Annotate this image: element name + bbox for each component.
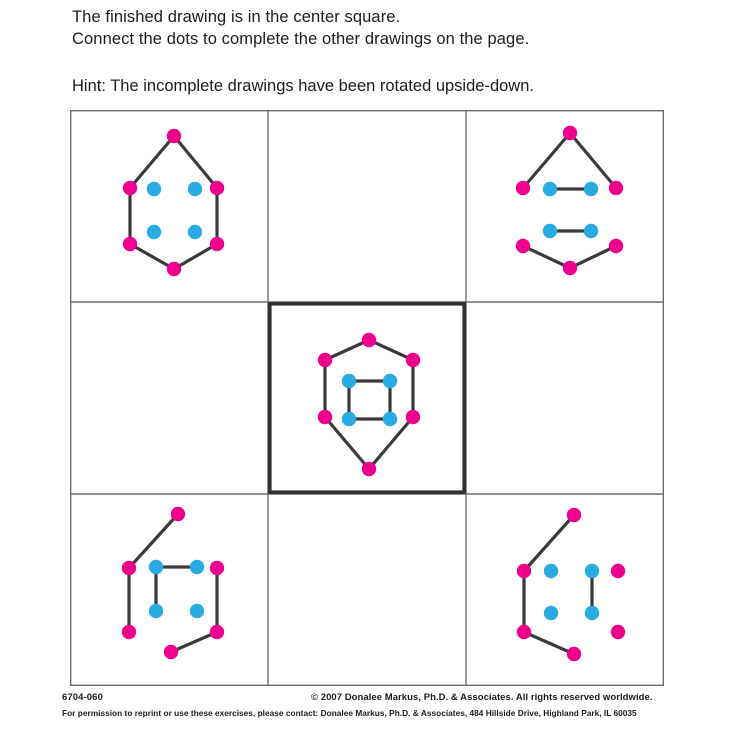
blue-dot[interactable] (543, 224, 557, 238)
instruction-line-1: The finished drawing is in the center square. (72, 8, 401, 26)
blue-dot[interactable] (584, 182, 598, 196)
footer-permission-notice: For permission to reprint or use these exercises, please contact: Donalee Markus, Ph.D. & Associates, 484 Hillside Drive, Highland Park, IL 60035 (62, 708, 637, 718)
pink-dot[interactable] (318, 353, 332, 367)
blue-dot[interactable] (190, 560, 204, 574)
pink-dot[interactable] (167, 129, 181, 143)
pink-dot[interactable] (609, 239, 623, 253)
blue-dot[interactable] (188, 182, 202, 196)
pink-dot[interactable] (563, 126, 577, 140)
pink-dot[interactable] (123, 181, 137, 195)
instruction-line-2: Connect the dots to complete the other drawings on the page. (72, 30, 530, 48)
pink-dot[interactable] (122, 625, 136, 639)
pink-dot[interactable] (563, 261, 577, 275)
pink-dot[interactable] (611, 564, 625, 578)
pink-dot[interactable] (567, 508, 581, 522)
blue-dot[interactable] (383, 374, 397, 388)
blue-dot[interactable] (342, 412, 356, 426)
pink-dot[interactable] (516, 239, 530, 253)
instruction-hint: Hint: The incomplete drawings have been rotated upside-down. (72, 77, 534, 95)
pink-dot[interactable] (210, 237, 224, 251)
blue-dot[interactable] (342, 374, 356, 388)
blue-dot[interactable] (383, 412, 397, 426)
pink-dot[interactable] (318, 410, 332, 424)
pink-dot[interactable] (167, 262, 181, 276)
blue-dot[interactable] (544, 606, 558, 620)
pink-dot[interactable] (517, 625, 531, 639)
pink-dot[interactable] (362, 462, 376, 476)
pink-dot[interactable] (210, 561, 224, 575)
pink-dot[interactable] (362, 333, 376, 347)
pink-dot[interactable] (122, 561, 136, 575)
pink-dot[interactable] (609, 181, 623, 195)
pink-dot[interactable] (210, 625, 224, 639)
footer (0, 692, 750, 738)
footer-sheet-code: 6704-060 (62, 692, 103, 703)
blue-dot[interactable] (149, 604, 163, 618)
pink-dot[interactable] (406, 353, 420, 367)
blue-dot[interactable] (543, 182, 557, 196)
puzzle-grid (70, 110, 664, 686)
blue-dot[interactable] (585, 564, 599, 578)
pink-dot[interactable] (164, 645, 178, 659)
instructions-block (72, 6, 692, 50)
blue-dot[interactable] (544, 564, 558, 578)
puzzle-grid-svg (70, 110, 664, 686)
pink-dot[interactable] (123, 237, 137, 251)
blue-dot[interactable] (149, 560, 163, 574)
pink-dot[interactable] (517, 564, 531, 578)
pink-dot[interactable] (406, 410, 420, 424)
pink-dot[interactable] (171, 507, 185, 521)
blue-dot[interactable] (147, 225, 161, 239)
grid-outer-border (71, 111, 664, 686)
pink-dot[interactable] (611, 625, 625, 639)
grid-lines (70, 110, 664, 686)
blue-dot[interactable] (147, 182, 161, 196)
pink-dot[interactable] (210, 181, 224, 195)
blue-dot[interactable] (190, 604, 204, 618)
pink-dot[interactable] (516, 181, 530, 195)
blue-dot[interactable] (584, 224, 598, 238)
pink-dot[interactable] (567, 647, 581, 661)
blue-dot[interactable] (188, 225, 202, 239)
blue-dot[interactable] (585, 606, 599, 620)
footer-copyright: © 2007 Donalee Markus, Ph.D. & Associates. All rights reserved worldwide. (311, 692, 653, 703)
